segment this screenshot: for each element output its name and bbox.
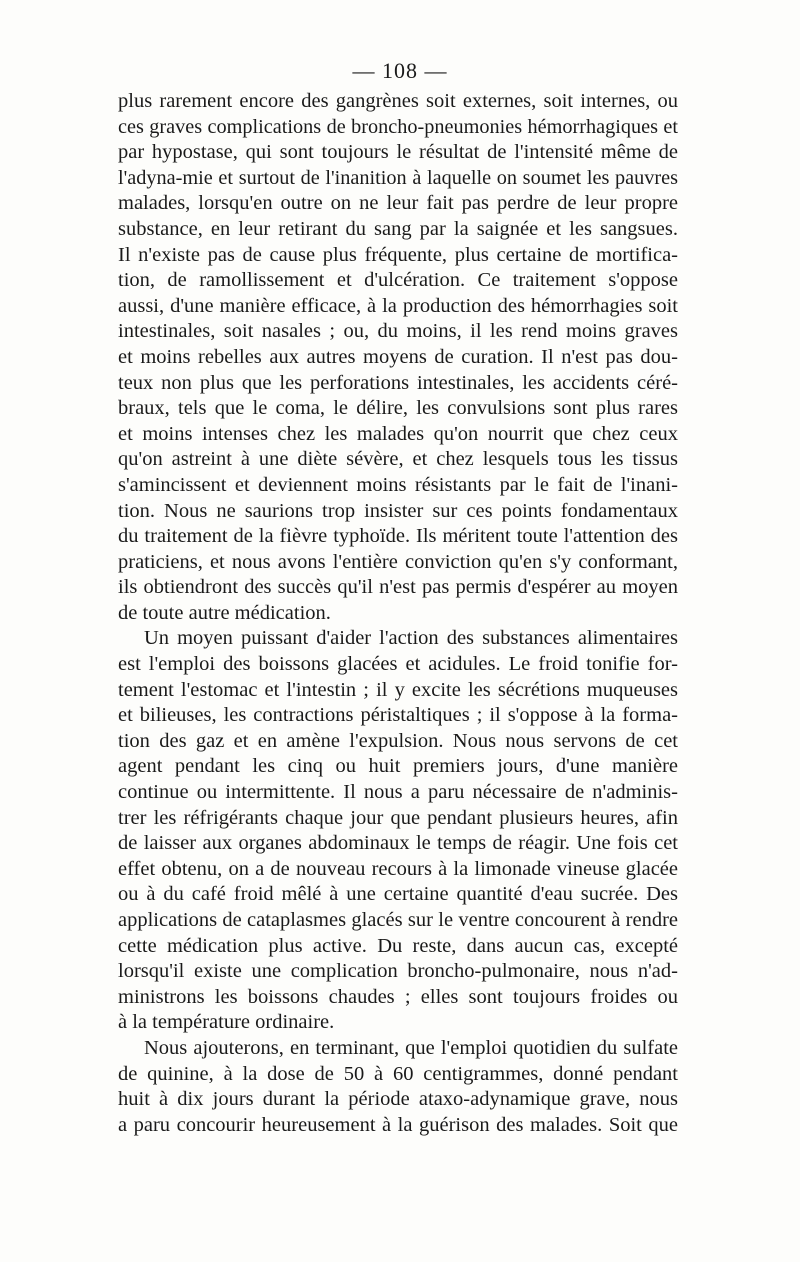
text-line: ministrons les boissons chaudes ; elles sont toujours froides ou (118, 985, 678, 1008)
text-line: tion des gaz et en amène l'expulsion. Nous nous servons de cet (118, 729, 678, 752)
text-line: à la température ordinaire. (118, 1011, 335, 1034)
text-line: malades, lorsqu'en outre on ne leur fait pas perdre de leur propre (118, 192, 678, 215)
text-line: et bilieuses, les contractions péristaltiques ; il s'oppose à la forma- (118, 704, 678, 727)
text-line: effet obtenu, on a de nouveau recours à la limonade vineuse glacée (118, 857, 678, 880)
text-line: intestinales, soit nasales ; ou, du moins, il les rend moins graves (118, 320, 678, 343)
text-line: tion. Nous ne saurions trop insister sur ces points fondamentaux (118, 499, 678, 522)
text-line: de laisser aux organes abdominaux le temps de réagir. Une fois cet (118, 832, 678, 855)
text-line: braux, tels que le coma, le délire, les convulsions sont plus rares (118, 397, 678, 420)
text-line: applications de cataplasmes glacés sur le ventre concourent à rendre (118, 909, 678, 931)
text-line: a paru concourir heureusement à la guérison des malades. Soit que (118, 1113, 678, 1136)
text-line: aussi, d'une manière efficace, à la production des hémorrhagies soit (118, 294, 678, 317)
text-line: qu'on astreint à une diète sévère, et chez lesquels tous les tissus (118, 448, 678, 471)
text-line: s'amincissent et deviennent moins résistants par le fait de l'inani- (118, 473, 678, 496)
text-line: substance, en leur retirant du sang par la saignée et les sangsues. (118, 217, 678, 240)
text-line: continue ou intermittente. Il nous a paru nécessaire de n'adminis- (118, 781, 678, 804)
text-line: ils obtiendront des succès qu'il n'est pas permis d'espérer au moyen (118, 576, 678, 599)
text-line: Il n'existe pas de cause plus fréquente, plus certaine de mortifica- (118, 243, 678, 266)
text-line: est l'emploi des boissons glacées et acidules. Le froid tonifie for- (118, 653, 678, 676)
page-number: — 108 — (352, 58, 448, 83)
text-line: agent pendant les cinq ou huit premiers jours, d'une manière (118, 755, 678, 778)
text-line: ces graves complications de broncho-pneumonies hémorrhagiques et (118, 115, 678, 138)
text-line: teux non plus que les perforations intestinales, les accidents céré- (118, 371, 678, 394)
body-text (118, 89, 678, 1138)
text-line: Un moyen puissant d'aider l'action des substances alimentaires (144, 627, 678, 650)
text-line: et moins rebelles aux autres moyens de curation. Il n'est pas dou- (118, 345, 678, 368)
text-line: trer les réfrigérants chaque jour que pendant plusieurs heures, afin (118, 806, 678, 829)
text-line: praticiens, et nous avons l'entière conviction qu'en s'y conformant, (118, 550, 678, 573)
text-line: tement l'estomac et l'intestin ; il y excite les sécrétions muqueuses (118, 678, 678, 701)
text-line: et moins intenses chez les malades qu'on nourrit que chez ceux (118, 422, 678, 445)
text-line: Nous ajouterons, en terminant, que l'emploi quotidien du sulfate (144, 1036, 678, 1059)
text-line: du traitement de la fièvre typhoïde. Ils méritent toute l'attention des (118, 525, 678, 548)
text-line: plus rarement encore des gangrènes soit externes, soit internes, ou (118, 90, 678, 112)
text-line: par hypostase, qui sont toujours le résultat de l'intensité même de (118, 141, 678, 164)
text-line: de toute autre médication. (118, 601, 331, 624)
text-line: de quinine, à la dose de 50 à 60 centigrammes, donné pendant (118, 1062, 678, 1085)
text-line: huit à dix jours durant la période ataxo-adynamique grave, nous (118, 1088, 678, 1111)
text-line: l'adyna-mie et surtout de l'inanition à laquelle on soumet les pauvres (118, 166, 678, 189)
text-line: cette médication plus active. Du reste, dans aucun cas, excepté (118, 934, 678, 957)
text-line: ou à du café froid mêlé à une certaine quantité d'eau sucrée. Des (118, 883, 678, 906)
text-line: tion, de ramollissement et d'ulcération. Ce traitement s'oppose (118, 269, 678, 292)
text-line: lorsqu'il existe une complication broncho-pulmonaire, nous n'ad- (118, 960, 678, 983)
